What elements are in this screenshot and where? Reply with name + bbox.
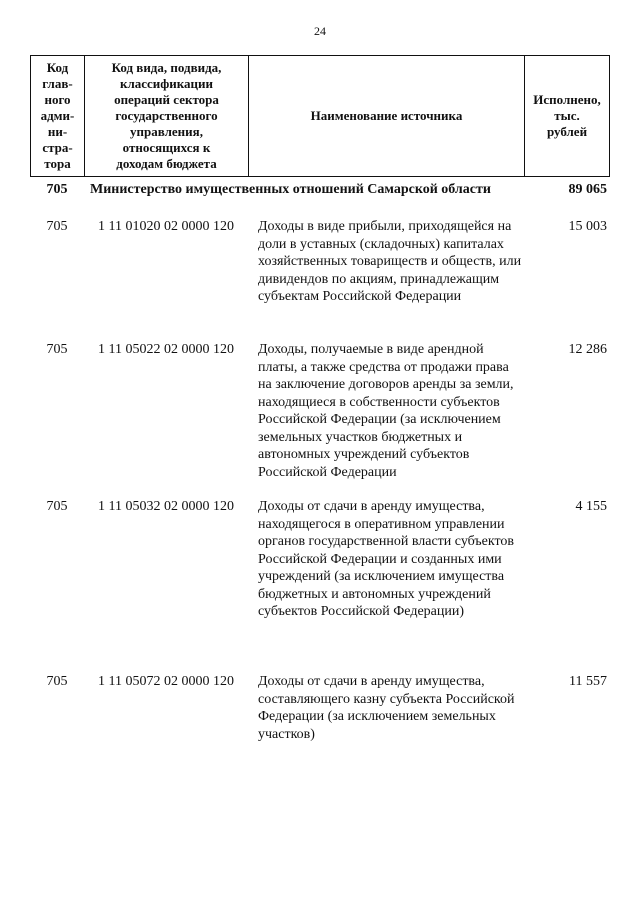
row-classification-code: 1 11 05022 02 0000 120	[98, 342, 234, 357]
row-admin-code: 705	[46, 342, 68, 357]
row-admin-code: 705	[46, 674, 68, 689]
page-number: 24	[314, 24, 326, 38]
row-source-name: Доходы от сдачи в аренду имущества, находящегося в оперативном управлении органов государственной власти субъектов Российской Федерации и созданных ими учреждений (за исключением имущества бюджетных и автономных учреждений субъектов Российской Федерации)	[258, 499, 515, 619]
header-cell-admin-code	[31, 56, 85, 177]
header-executed-label: Исполнено, тыс. рублей	[533, 92, 601, 139]
header-source-name-label: Наименование источника	[310, 108, 463, 123]
row-amount: 4 155	[575, 499, 607, 514]
row-amount: 11 557	[569, 674, 607, 689]
header-classification-code-label: Код вида, подвида, классификации операций сектора государственного управления, относящихся к доходам бюджета	[111, 60, 222, 171]
row-classification-code: 1 11 05072 02 0000 120	[98, 674, 234, 689]
row-classification-code: 1 11 01020 02 0000 120	[98, 219, 234, 234]
table-header-row	[31, 56, 610, 177]
row-source-name: Доходы, получаемые в виде арендной платы, а также средства от продажи права на заключение договоров аренды за земли, находящиеся в собственности субъектов Российской Федерации (за исключением земельных участков бюджетных и автономных учреждений субъектов Российской Федерации	[258, 342, 514, 480]
row-amount: 12 286	[568, 342, 607, 357]
section-admin-code: 705	[46, 182, 68, 197]
row-source-name: Доходы от сдачи в аренду имущества, составляющего казну субъекта Российской Федерации (за исключением земельных участков)	[258, 674, 515, 742]
table-header	[30, 55, 610, 177]
row-admin-code: 705	[46, 219, 68, 234]
header-cell-classification-code	[85, 56, 249, 177]
header-admin-code-label: Код глав- ного адми- ни- стра- тора	[40, 60, 75, 171]
row-admin-code: 705	[46, 499, 68, 514]
row-amount: 15 003	[568, 219, 607, 234]
row-classification-code: 1 11 05032 02 0000 120	[98, 499, 234, 514]
row-source-name: Доходы в виде прибыли, приходящейся на доли в уставных (складочных) капиталах хозяйственных товариществ и обществ, или дивидендов по акциям, принадлежащим субъектам Российской Федерации	[258, 219, 522, 304]
header-cell-source-name	[249, 56, 525, 177]
ministry-section-row	[30, 181, 609, 217]
section-amount: 89 065	[568, 182, 607, 197]
header-cell-executed	[525, 56, 610, 177]
section-title: Министерство имущественных отношений Самарской области	[90, 182, 491, 197]
